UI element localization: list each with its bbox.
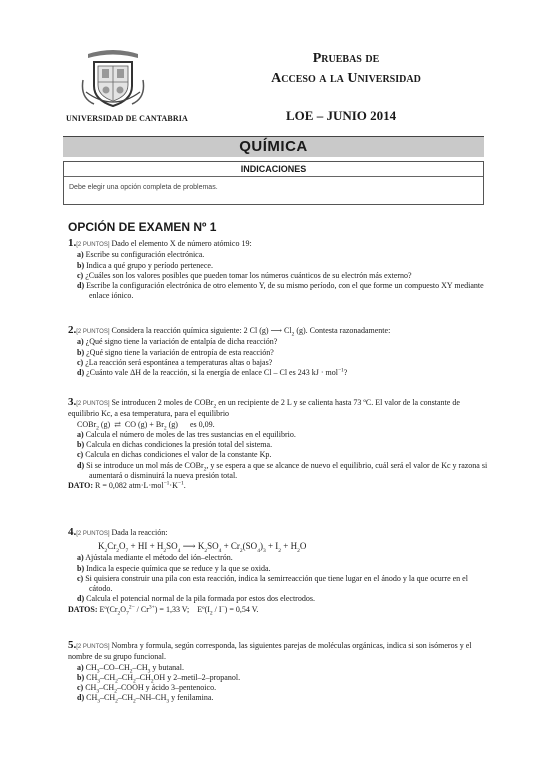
question-4: 4.[2 PUNTOS] Dada la reacción: $K_2Cr_2O_7$ + HI + $H_2SO_4$ ⟶ $K_2SO_4 + Cr_2(SO_4)_3 + I_2 + H_2O$ a) Ajústala mediante el método del ión–electrón. b) Indica la especie química que se reduce y la que se oxida. c) Si quisiera construir una pila con esta reacción, indica la semirreacción que tiene lugar en el ánodo y la que ocurre en el cátodo. d) Calcula el potencial normal de la pila formada por estos dos electrodos. DATOS: $Eº(Cr_2O_7^{2-} / Cr^{3+}) = 1,33$ V; $Eº(I_2 / I^-) = 0,54$ V. [68, 526, 468, 617]
indicaciones-divider [64, 176, 483, 177]
subject-title: QUÍMICA [239, 138, 308, 155]
university-name: UNIVERSIDAD DE CANTABRIA [66, 114, 188, 123]
option-title: OPCIÓN DE EXAMEN Nº 1 [68, 220, 217, 234]
indicaciones-text: Debe elegir una opción completa de problemas. [69, 184, 218, 191]
question-1: 1.[2 PUNTOS] Dado el elemento X de número atómico 19: a) Escribe su configuración electrónica. b) Indica a qué grupo y período pertenece. c) ¿Cuáles son los valores posibles que pueden tomar los números cuánticos de su electrón más externo? d) Escribe la configuración electrónica de otro elemento Y, de su mismo período, con el que forme un compuesto XY mediante enlace iónico. [68, 237, 484, 301]
university-seal-icon [80, 48, 146, 110]
equilibrium-arrow-icon: ⇄ [114, 419, 121, 429]
question-3: 3.[2 PUNTOS] Se introducen 2 moles de COBr$_2$ en un recipiente de 2 L y se calienta hasta 73 ºC. El valor de la constante de equilibrio Kc, a esa temperatura, para el equilibrio COBr$_2$ (g) ⇄ CO $(g) + Br_2$ (g) es 0,09. a) Calcula el número de moles de las tres sustancias en el equilibrio. b) Calcula en dichas condiciones la presión total del sistema. c) Calcula en dichas condiciones el valor de la constante Kp. d) Si se introduce un mol más de COBr$_2$, y se espera a que se alcance de nuevo el equilibrio, cuál será el valor de Kc y razona si aumentará o disminuirá la nueva presión total. DATO: R = 0,082 $atm\cdot L\cdot mol^{-1}\cdot K^{-1}$. [68, 396, 488, 491]
indicaciones-title: INDICACIONES [240, 164, 307, 174]
title-line-1: Pruebas de [312, 51, 380, 66]
exam-session: LOE – JUNIO 2014 [286, 108, 397, 123]
subject-bar [63, 136, 484, 157]
indicaciones-box [63, 161, 484, 205]
reaction-arrow-icon: ⟶ [270, 326, 283, 335]
title-line-2: Acceso a la Universidad [271, 71, 421, 86]
reaction-arrow-icon: ⟶ [182, 541, 196, 552]
question-2: 2.[2 PUNTOS] Considera la reacción química siguiente: 2 Cl (g) ⟶ $Cl_2$ (g). Contesta razonadamente: a) ¿Qué signo tiene la variación de entalpía de dicha reacción? b) ¿Qué signo tiene la variación de entropía de esta reacción? c) ¿La reacción será espontánea a temperaturas altas o bajas? d) ¿Cuánto vale ΔH de la reacción, si la energía de enlace Cl – Cl es 243 kJ · mol$^{-1}$? [68, 324, 391, 378]
question-5: 5.[2 PUNTOS] Nombra y formula, según corresponda, las siguientes parejas de moléculas orgánicas, indica si son isómeros y el nombre de su grupo funcional. a) $CH_3-CO-CH_2-CH_3$ y butanal. b) $CH_3-CH_2-CH_2-CH_2OH$ y 2–metil–2–propanol. c) $CH_3-CH_2$–COOH y ácido 3–pentenoico. d) $CH_3-CH_2-CH_2-NH-CH_3$ y fenilamina. [68, 639, 472, 706]
